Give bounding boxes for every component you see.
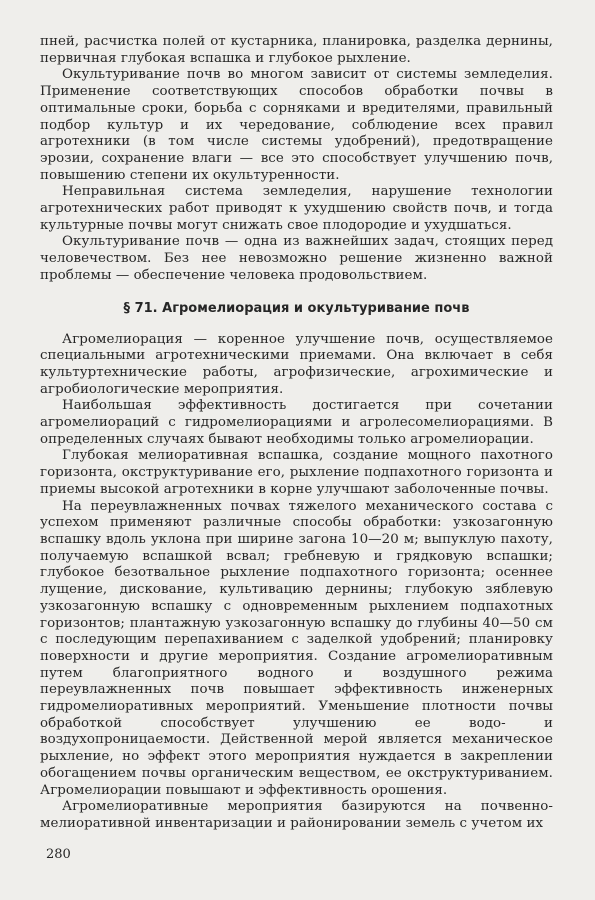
paragraph-wrong-system: Неправильная система земледелия, нарушение технологии агротехнических работ приводят к ухудшению свойств почв, и тогда культурные почвы могут снижать свое плодородие и ухудшаться. xyxy=(40,184,553,233)
paragraph-waterlogged-soils: На переувлажненных почвах тяжелого механического состава с успехом применяют различные способы обработки: узкозагонную вспашку вдоль уклона при ширине загона 10—20 м; выпуклую пахоту, получаемую вспашкой всвал; гребневую и грядковую вспашки; глубокое безотвальное рыхление подпахотного горизонта; осеннее лущение, дискование, культивацию дернины; глубокую зяблевую узкозагонную вспашку с одновременным рыхлением подпахотных горизонтов; плантажную узкозагонную вспашку до глубины 40—50 см с последующим перепахиванием с заделкой удобрений; планировку поверхности и другие мероприятия. Создание агромелиоративным путем благоприятного водного и воздушного режима переувлажненных почв повышает эффективность инженерных гидромелиоративных мероприятий. Уменьшение плотности почвы обработкой способствует улучшению ее водо- и воздухопроницаемости. Действенной мерой является механическое рыхление, но эффект этого мероприятия нуждается в закреплении обогащением почвы органическим веществом, ее окструктуриванием. Агромелиорации повышают и эффективность орошения. xyxy=(40,498,553,798)
paragraph-important-task: Окультуривание почв — одна из важнейших задач, стоящих перед человечеством. Без нее невозможно решение жизненно важной проблемы — обеспечение человека продовольствием. xyxy=(40,234,553,283)
page-number: 280 xyxy=(46,847,71,862)
paragraph-agromelioration-definition: Агромелиорация — коренное улучшение почв, осуществляемое специальными агротехническими приемами. Она включает в себя культуртехнические работы, агрофизические, агрохимические и агробиологические мероприятия. xyxy=(40,331,553,397)
paragraph-continuation: пней, расчистка полей от кустарника, планировка, разделка дернины, первичная глубокая вспашка и глубокое рыхление. xyxy=(40,34,553,66)
paragraph-deep-plowing: Глубокая мелиоративная вспашка, создание мощного пахотного горизонта, окструктуривание его, рыхление подпахотного горизонта и приемы высокой агротехники в корне улучшают заболоченные почвы. xyxy=(40,448,553,497)
paragraph-agromelioration-basis: Агромелиоративные мероприятия базируются на почвенно-мелиоративной инвентаризации и районировании земель с учетом их xyxy=(40,799,553,831)
paragraph-soil-cultivation: Окультуривание почв во многом зависит от системы земледелия. Применение соответствующих способов обработки почвы в оптимальные сроки, борьба с сорняками и вредителями, правильный подбор культур и их чередование, соблюдение всех правил агротехники (в том числе системы удобрений), предотвращение эрозии, сохранение влаги — все это способствует улучшению почв, повышению степени их окультуренности. xyxy=(40,67,553,183)
paragraph-greatest-efficiency: Наибольшая эффективность достигается при сочетании агромелиораций с гидромелиорациями и агролесомелиорациями. В определенных случаях бывают необходимы только агромелиорации. xyxy=(40,398,553,447)
section-heading: § 71. Агромелиорация и окультуривание почв xyxy=(123,300,470,316)
